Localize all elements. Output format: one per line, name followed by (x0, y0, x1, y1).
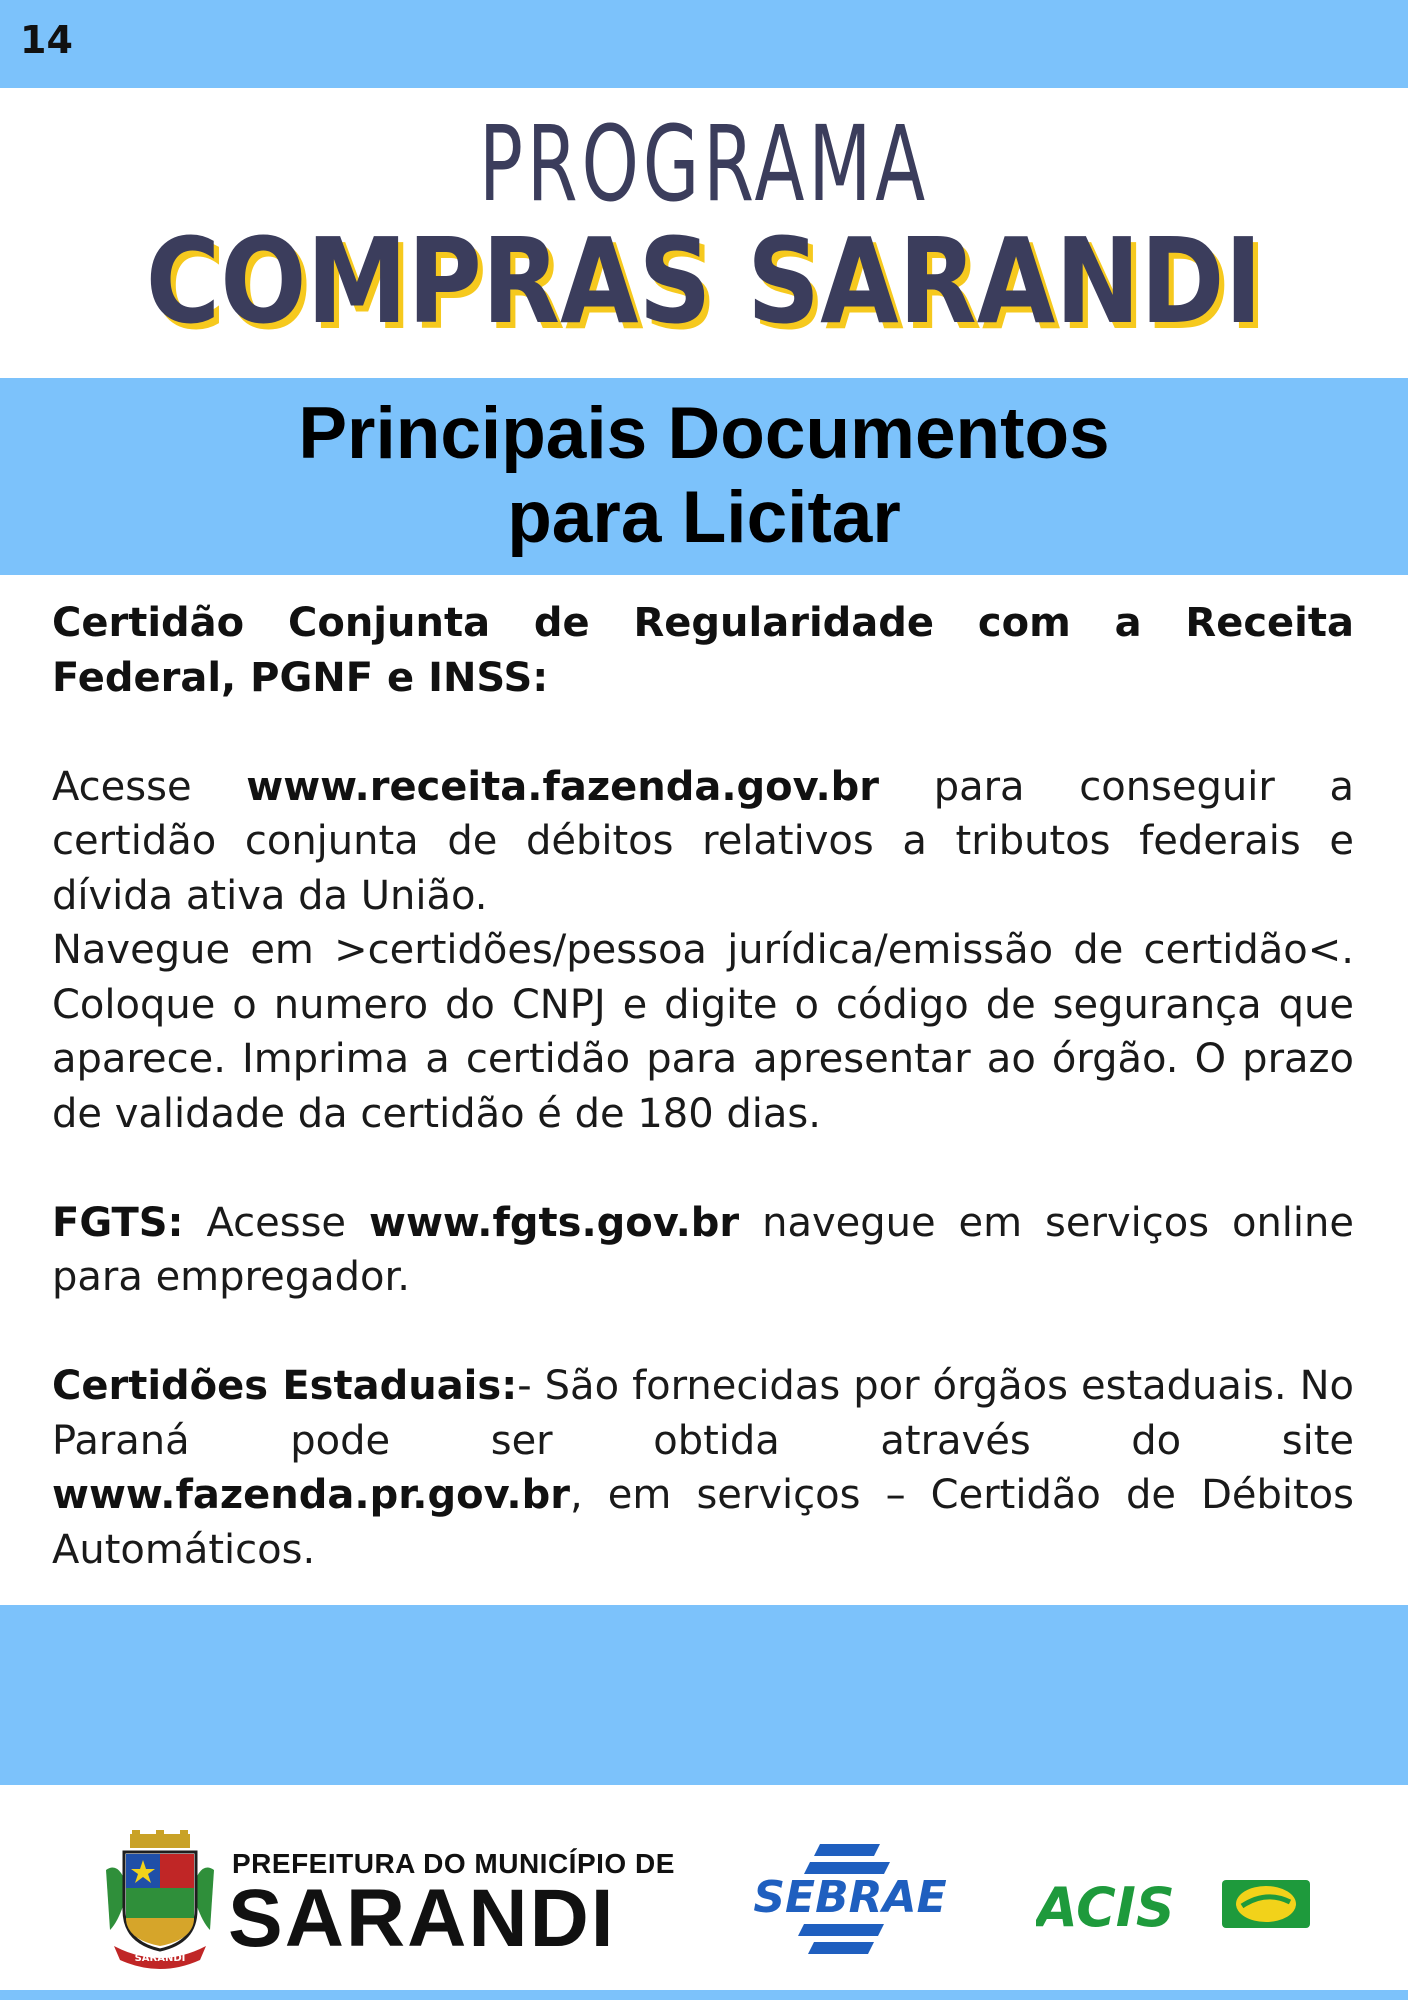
paragraph-federal-navigation: Navegue em >certidões/pessoa jurídica/emissão de certidão<. Coloque o numero do CNPJ e digite o código de segurança que aparece. Imprima a certidão para apresentar ao órgão. O prazo de validade da certidão é de 180 dias. (52, 927, 1354, 1137)
acis-logo (1036, 1870, 1316, 1940)
bottom-color-block (0, 1605, 1408, 1785)
paragraph-federal-access (52, 760, 1354, 924)
section-heading-federal (52, 596, 1354, 705)
paragraph-gap (52, 705, 1354, 760)
paragraph-gap (52, 1305, 1354, 1360)
text-span: , em serviços – Certidão de Débitos Automáticos. (52, 1472, 1354, 1573)
sebrae-logo (750, 1840, 950, 1956)
text-span: para conseguir a certidão conjunta de débitos relativos a tributos federais e dívida ativa da União. (52, 763, 1354, 919)
crest-ribbon-text: SARANDI (134, 1953, 186, 1964)
page-number: 14 (20, 18, 73, 62)
state-label: Certidões Estaduais: (52, 1363, 518, 1409)
program-title-name: COMPRAS SARANDI (145, 212, 1263, 350)
page-heading (0, 392, 1408, 560)
receita-url: www.receita.fazenda.gov.br (246, 763, 880, 810)
section-heading-federal-text: Certidão Conjunta de Regularidade com a Receita Federal, PGNF e INSS: (52, 600, 1354, 701)
prefeitura-name: SARANDI (228, 1873, 616, 1964)
footer-logos (0, 1830, 1408, 1970)
text-span: navegue em serviços online para empregador. (52, 1199, 1354, 1300)
document-body (52, 596, 1354, 1577)
sarandi-crest-logo (100, 1830, 220, 1970)
acis-wordmark: ACIS (1036, 1876, 1175, 1939)
fgts-label: FGTS: (52, 1199, 184, 1246)
sebrae-wordmark: SEBRAE (753, 1872, 947, 1923)
program-title-label: PROGRAMA (478, 103, 930, 225)
paragraph-state (52, 1359, 1354, 1577)
text-span: Acesse (52, 763, 247, 810)
paragraph-fgts (52, 1196, 1354, 1305)
bottom-band (0, 1990, 1408, 2000)
paragraph-gap (52, 1141, 1354, 1196)
prefeitura-label: PREFEITURA DO MUNICÍPIO DE (232, 1848, 675, 1879)
heading-line-2: para Licitar (507, 477, 901, 558)
text-span: Acesse (183, 1199, 369, 1246)
fgts-url: www.fgts.gov.br (369, 1199, 740, 1246)
heading-line-1: Principais Documentos (298, 393, 1110, 474)
fazenda-pr-url: www.fazenda.pr.gov.br (52, 1472, 570, 1518)
text-span: - São fornecidas por órgãos estaduais. No Paraná pode ser obtida através do site (52, 1363, 1354, 1464)
top-band (0, 0, 1408, 88)
